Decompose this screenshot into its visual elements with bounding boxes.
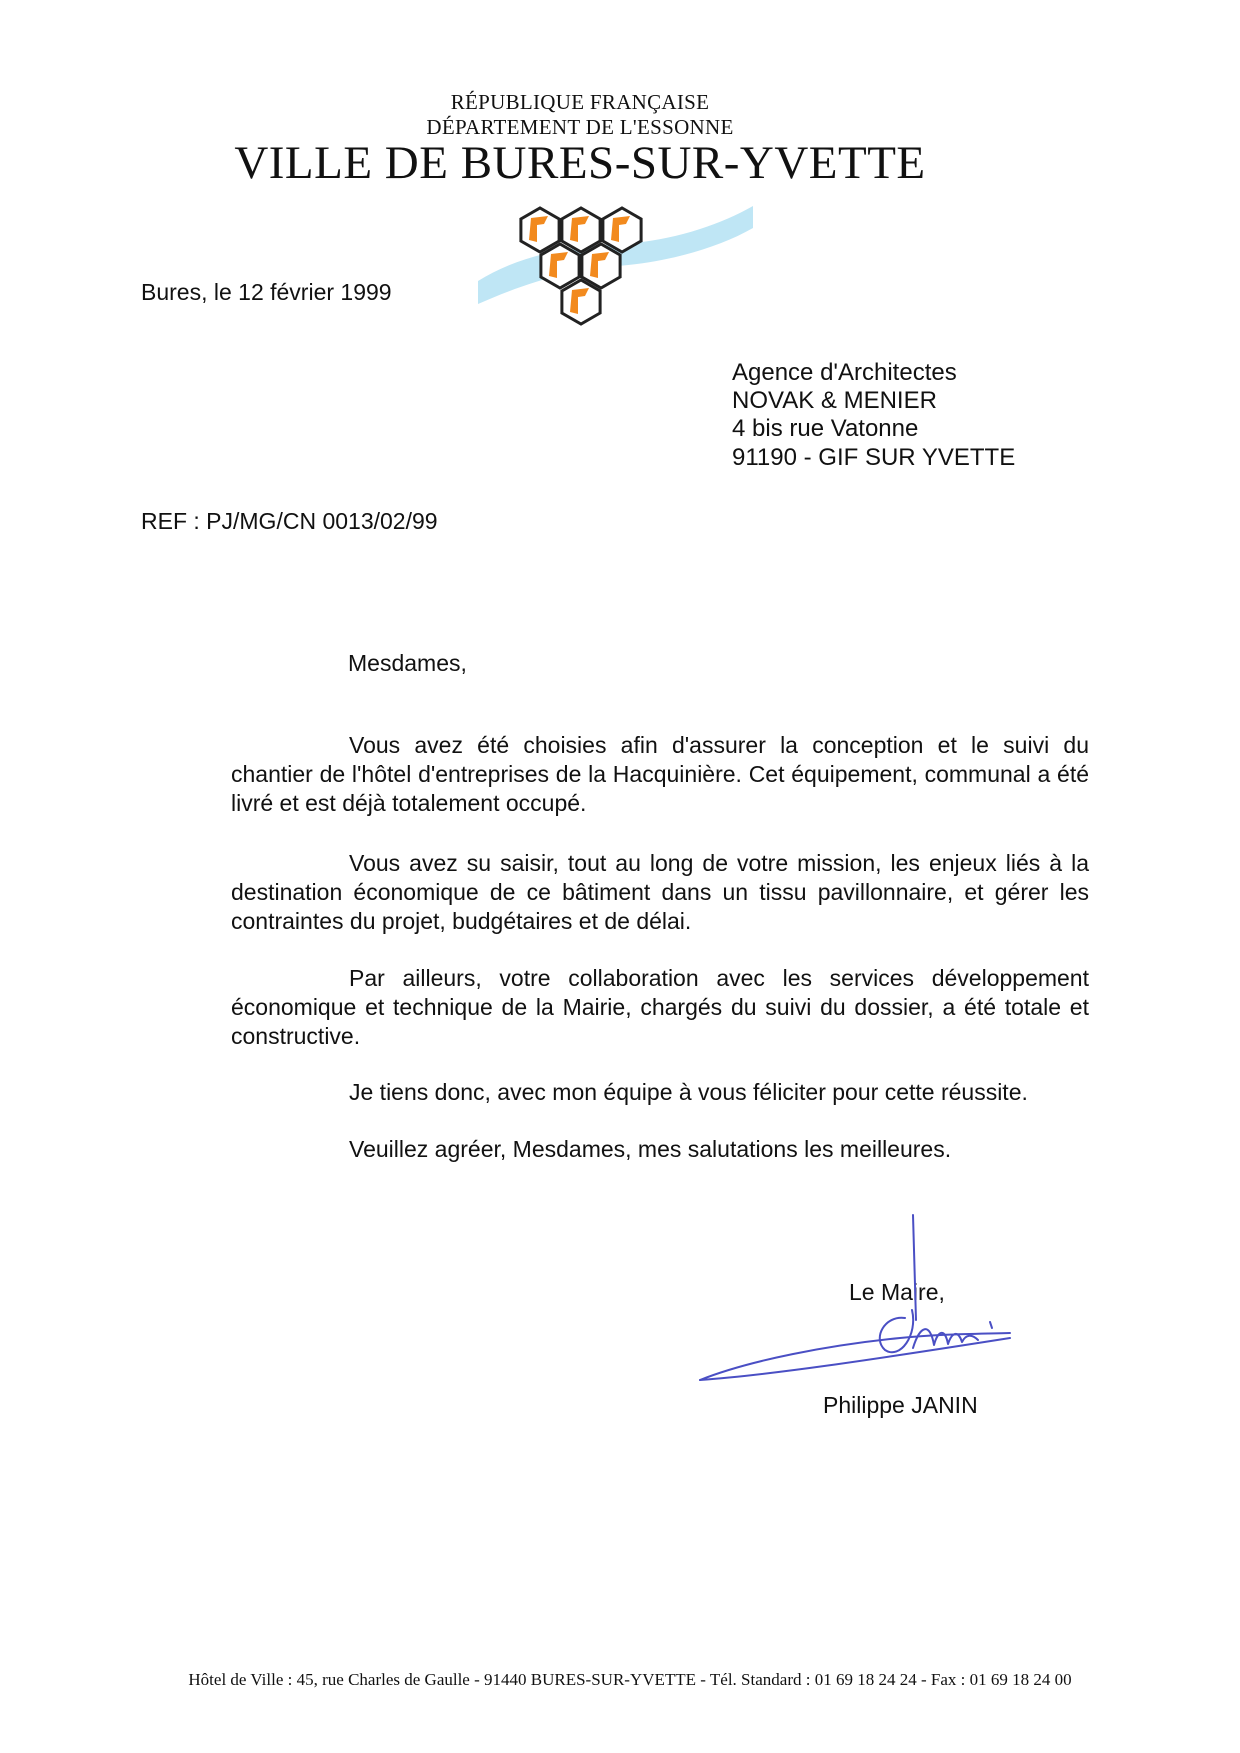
- handwritten-signature: [690, 1210, 1020, 1390]
- recipient-line: 4 bis rue Vatonne: [732, 415, 919, 442]
- logo-hexagon: [582, 244, 620, 288]
- body-paragraph: Vous avez été choisies afin d'assurer la conception et le suivi du chantier de l'hôtel d'entreprises de la Hacquinière. Cet équipement, communal a été livré et est déjà totalement occupé.: [231, 732, 1089, 816]
- header-republique: RÉPUBLIQUE FRANÇAISE: [450, 90, 710, 114]
- recipient-line: NOVAK & MENIER: [732, 387, 937, 414]
- date-line: Bures, le 12 février 1999: [141, 279, 392, 305]
- salutation: Mesdames,: [348, 650, 467, 676]
- logo-hexagon: [541, 244, 579, 288]
- signatory-title: Le Maire,: [849, 1279, 945, 1305]
- recipient-line: Agence d'Architectes: [732, 359, 957, 386]
- logo-hexagon: [603, 208, 641, 252]
- header-departement: DÉPARTEMENT DE L'ESSONNE: [426, 115, 734, 139]
- footer-address: Hôtel de Ville : 45, rue Charles de Gaulle - 91440 BURES-SUR-YVETTE - Tél. Standard : 01 69 18 24 24 - Fax : 01 69 18 24 00: [188, 1670, 1072, 1689]
- body-paragraph: Vous avez su saisir, tout au long de votre mission, les enjeux liés à la destination économique de ce bâtiment dans un tissu pavillonnaire, et gérer les contraintes du projet, budgétaires et de délai.: [231, 850, 1089, 934]
- city-title: VILLE DE BURES-SUR-YVETTE: [234, 137, 926, 189]
- reference-line: REF : PJ/MG/CN 0013/02/99: [141, 508, 438, 534]
- recipient-line: 91190 - GIF SUR YVETTE: [732, 444, 1016, 471]
- body-paragraph: Par ailleurs, votre collaboration avec les services développement économique et technique de la Mairie, chargés du suivi du dossier, a été totale et constructive.: [231, 965, 1089, 1049]
- body-paragraph: Je tiens donc, avec mon équipe à vous féliciter pour cette réussite.: [349, 1079, 1028, 1105]
- closing-formula: Veuillez agréer, Mesdames, mes salutations les meilleures.: [349, 1136, 952, 1162]
- honeycomb-logo-icon: [478, 206, 753, 336]
- logo-hexagon: [521, 208, 559, 252]
- logo-hexagon: [562, 280, 600, 324]
- signatory-name: Philippe JANIN: [823, 1392, 978, 1418]
- logo-hexagon: [562, 208, 600, 252]
